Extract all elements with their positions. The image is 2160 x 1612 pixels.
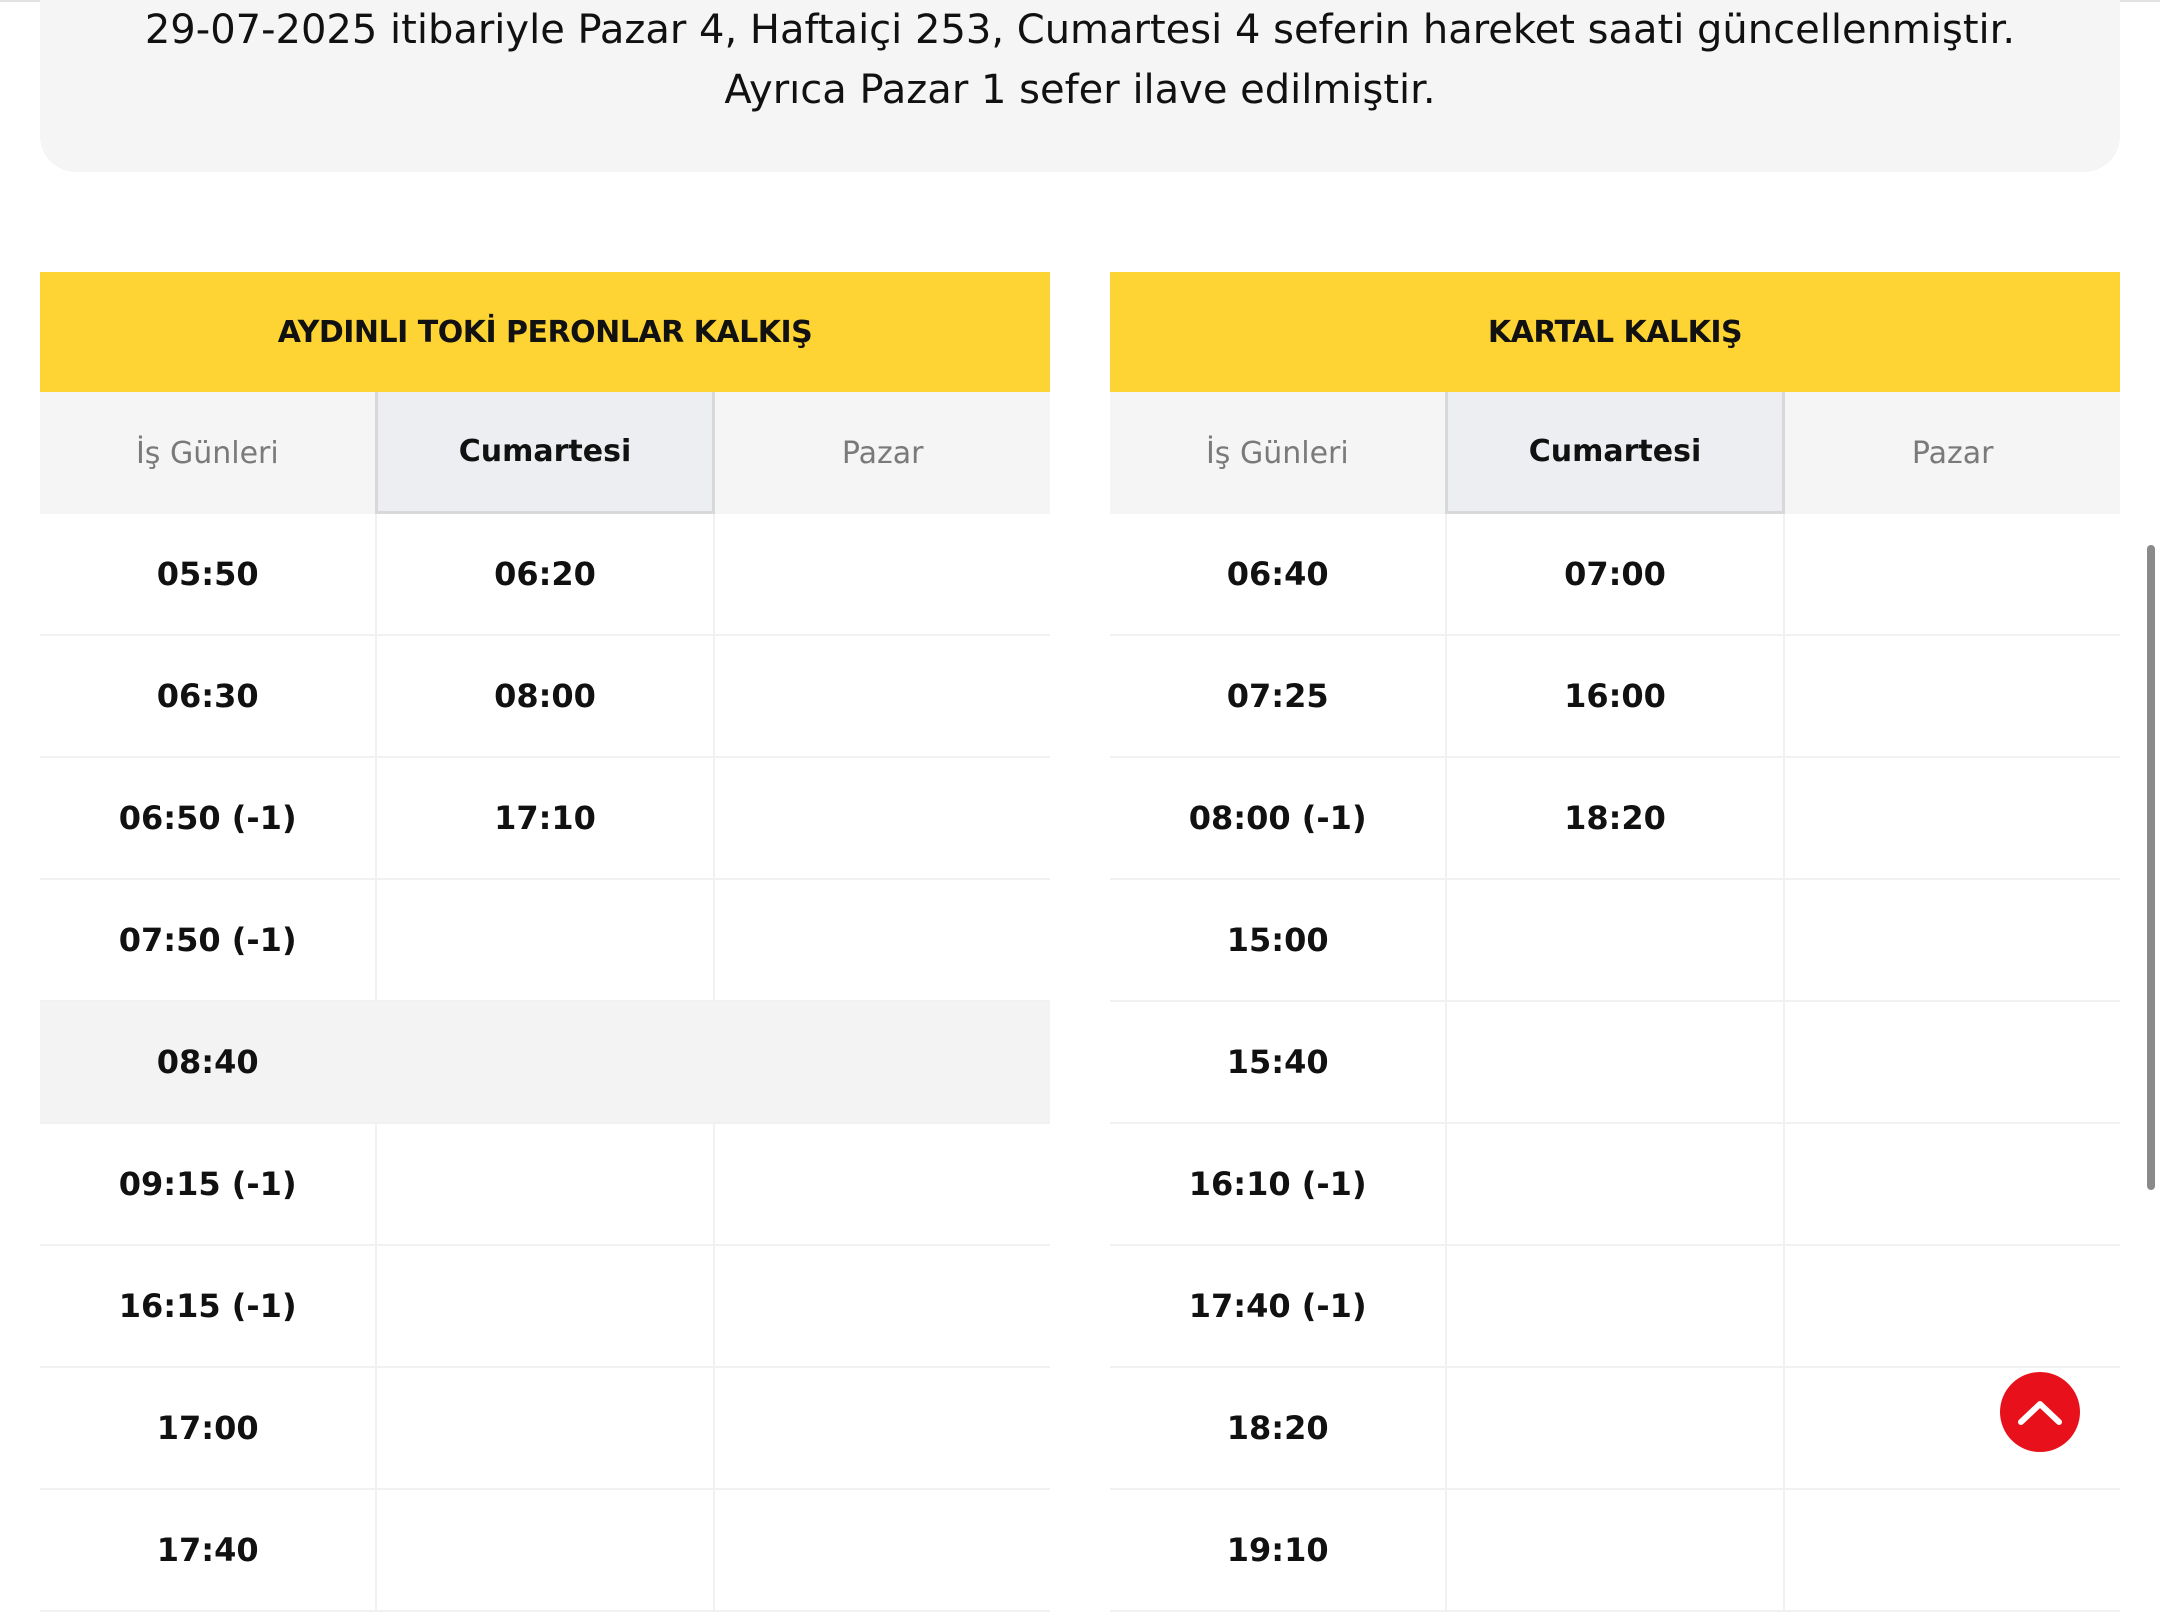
time-cell xyxy=(1445,1246,1782,1366)
time-cell: 17:00 xyxy=(156,1409,259,1447)
timetable-aydinli xyxy=(40,272,1050,1612)
table-row xyxy=(1110,1124,2120,1246)
time-cell: 06:30 xyxy=(156,677,259,715)
time-cell: 16:10 (-1) xyxy=(1188,1165,1367,1203)
time-cell xyxy=(375,1246,712,1366)
time-cell xyxy=(375,1490,712,1610)
timetable-rows xyxy=(40,514,1050,1612)
time-cell xyxy=(1445,1490,1782,1610)
time-cell: 08:00 (-1) xyxy=(1188,799,1367,837)
timetable-kartal xyxy=(1110,272,2120,1612)
time-cell xyxy=(375,1368,712,1488)
time-cell xyxy=(1783,1124,2120,1244)
time-cell xyxy=(713,1124,1050,1244)
time-cell: 15:00 xyxy=(1226,921,1329,959)
time-cell: 17:40 (-1) xyxy=(1188,1287,1367,1325)
time-cell xyxy=(713,1002,1050,1122)
day-tabs xyxy=(40,392,1050,514)
tab-weekdays[interactable]: İş Günleri xyxy=(135,435,279,471)
time-cell xyxy=(1783,758,2120,878)
table-row xyxy=(1110,1490,2120,1612)
table-row xyxy=(40,1124,1050,1246)
table-row xyxy=(1110,514,2120,636)
table-row xyxy=(40,514,1050,636)
time-cell xyxy=(1445,1124,1782,1244)
time-cell xyxy=(713,1490,1050,1610)
time-cell xyxy=(1445,1368,1782,1488)
table-row xyxy=(40,880,1050,1002)
table-row xyxy=(40,1368,1050,1490)
chevron-up-icon xyxy=(2017,1398,2063,1426)
time-cell xyxy=(375,880,712,1000)
time-cell xyxy=(375,1124,712,1244)
tab-weekdays[interactable]: İş Günleri xyxy=(1205,435,1349,471)
table-row xyxy=(40,758,1050,880)
table-row xyxy=(1110,636,2120,758)
table-row xyxy=(40,636,1050,758)
table-row xyxy=(1110,1002,2120,1124)
time-cell xyxy=(1783,1002,2120,1122)
table-row-hovered xyxy=(40,1002,1050,1124)
table-row xyxy=(1110,1368,2120,1490)
time-cell xyxy=(713,636,1050,756)
tab-saturday[interactable]: Cumartesi xyxy=(375,392,716,514)
table-title: KARTAL KALKIŞ xyxy=(1110,272,2120,392)
time-cell: 08:40 xyxy=(156,1043,259,1081)
tab-sunday[interactable]: Pazar xyxy=(841,435,924,471)
time-cell xyxy=(713,880,1050,1000)
time-cell: 06:20 xyxy=(375,514,712,634)
time-cell: 07:00 xyxy=(1445,514,1782,634)
time-cell xyxy=(1783,636,2120,756)
tab-sunday[interactable]: Pazar xyxy=(1911,435,1994,471)
time-cell xyxy=(1783,1246,2120,1366)
time-cell: 18:20 xyxy=(1226,1409,1329,1447)
table-row xyxy=(1110,880,2120,1002)
time-cell: 17:40 xyxy=(156,1531,259,1569)
time-cell xyxy=(1445,1002,1782,1122)
time-cell: 07:50 (-1) xyxy=(118,921,297,959)
tab-saturday[interactable]: Cumartesi xyxy=(1445,392,1786,514)
time-cell: 18:20 xyxy=(1445,758,1782,878)
notice-box xyxy=(40,0,2120,172)
page-scrollbar[interactable] xyxy=(2147,545,2155,1190)
table-row xyxy=(40,1490,1050,1612)
time-cell xyxy=(713,1246,1050,1366)
table-row xyxy=(40,1246,1050,1368)
time-cell xyxy=(713,514,1050,634)
notice-text: 29-07-2025 itibariyle Pazar 4, Haftaiçi 253, Cumartesi 4 seferin hareket saati güncellenmiştir. Ayrıca Pazar 1 sefer ilave edilmiştir. xyxy=(144,7,2016,113)
time-cell: 05:50 xyxy=(156,555,259,593)
time-cell: 06:50 (-1) xyxy=(118,799,297,837)
time-cell: 17:10 xyxy=(375,758,712,878)
time-cell: 09:15 (-1) xyxy=(118,1165,297,1203)
table-title: AYDINLI TOKİ PERONLAR KALKIŞ xyxy=(40,272,1050,392)
timetable-rows xyxy=(1110,514,2120,1612)
time-cell xyxy=(1783,1490,2120,1610)
time-cell xyxy=(1783,880,2120,1000)
time-cell: 19:10 xyxy=(1226,1531,1329,1569)
table-row xyxy=(1110,1246,2120,1368)
time-cell xyxy=(1445,880,1782,1000)
time-cell: 06:40 xyxy=(1226,555,1329,593)
scroll-to-top-button[interactable] xyxy=(2000,1372,2080,1452)
time-cell xyxy=(713,1368,1050,1488)
table-row xyxy=(1110,758,2120,880)
time-cell: 16:00 xyxy=(1445,636,1782,756)
time-cell: 07:25 xyxy=(1226,677,1329,715)
time-cell xyxy=(375,1002,712,1122)
time-cell: 08:00 xyxy=(375,636,712,756)
time-cell: 16:15 (-1) xyxy=(118,1287,297,1325)
time-cell xyxy=(713,758,1050,878)
time-cell xyxy=(1783,514,2120,634)
day-tabs xyxy=(1110,392,2120,514)
time-cell: 15:40 xyxy=(1226,1043,1329,1081)
